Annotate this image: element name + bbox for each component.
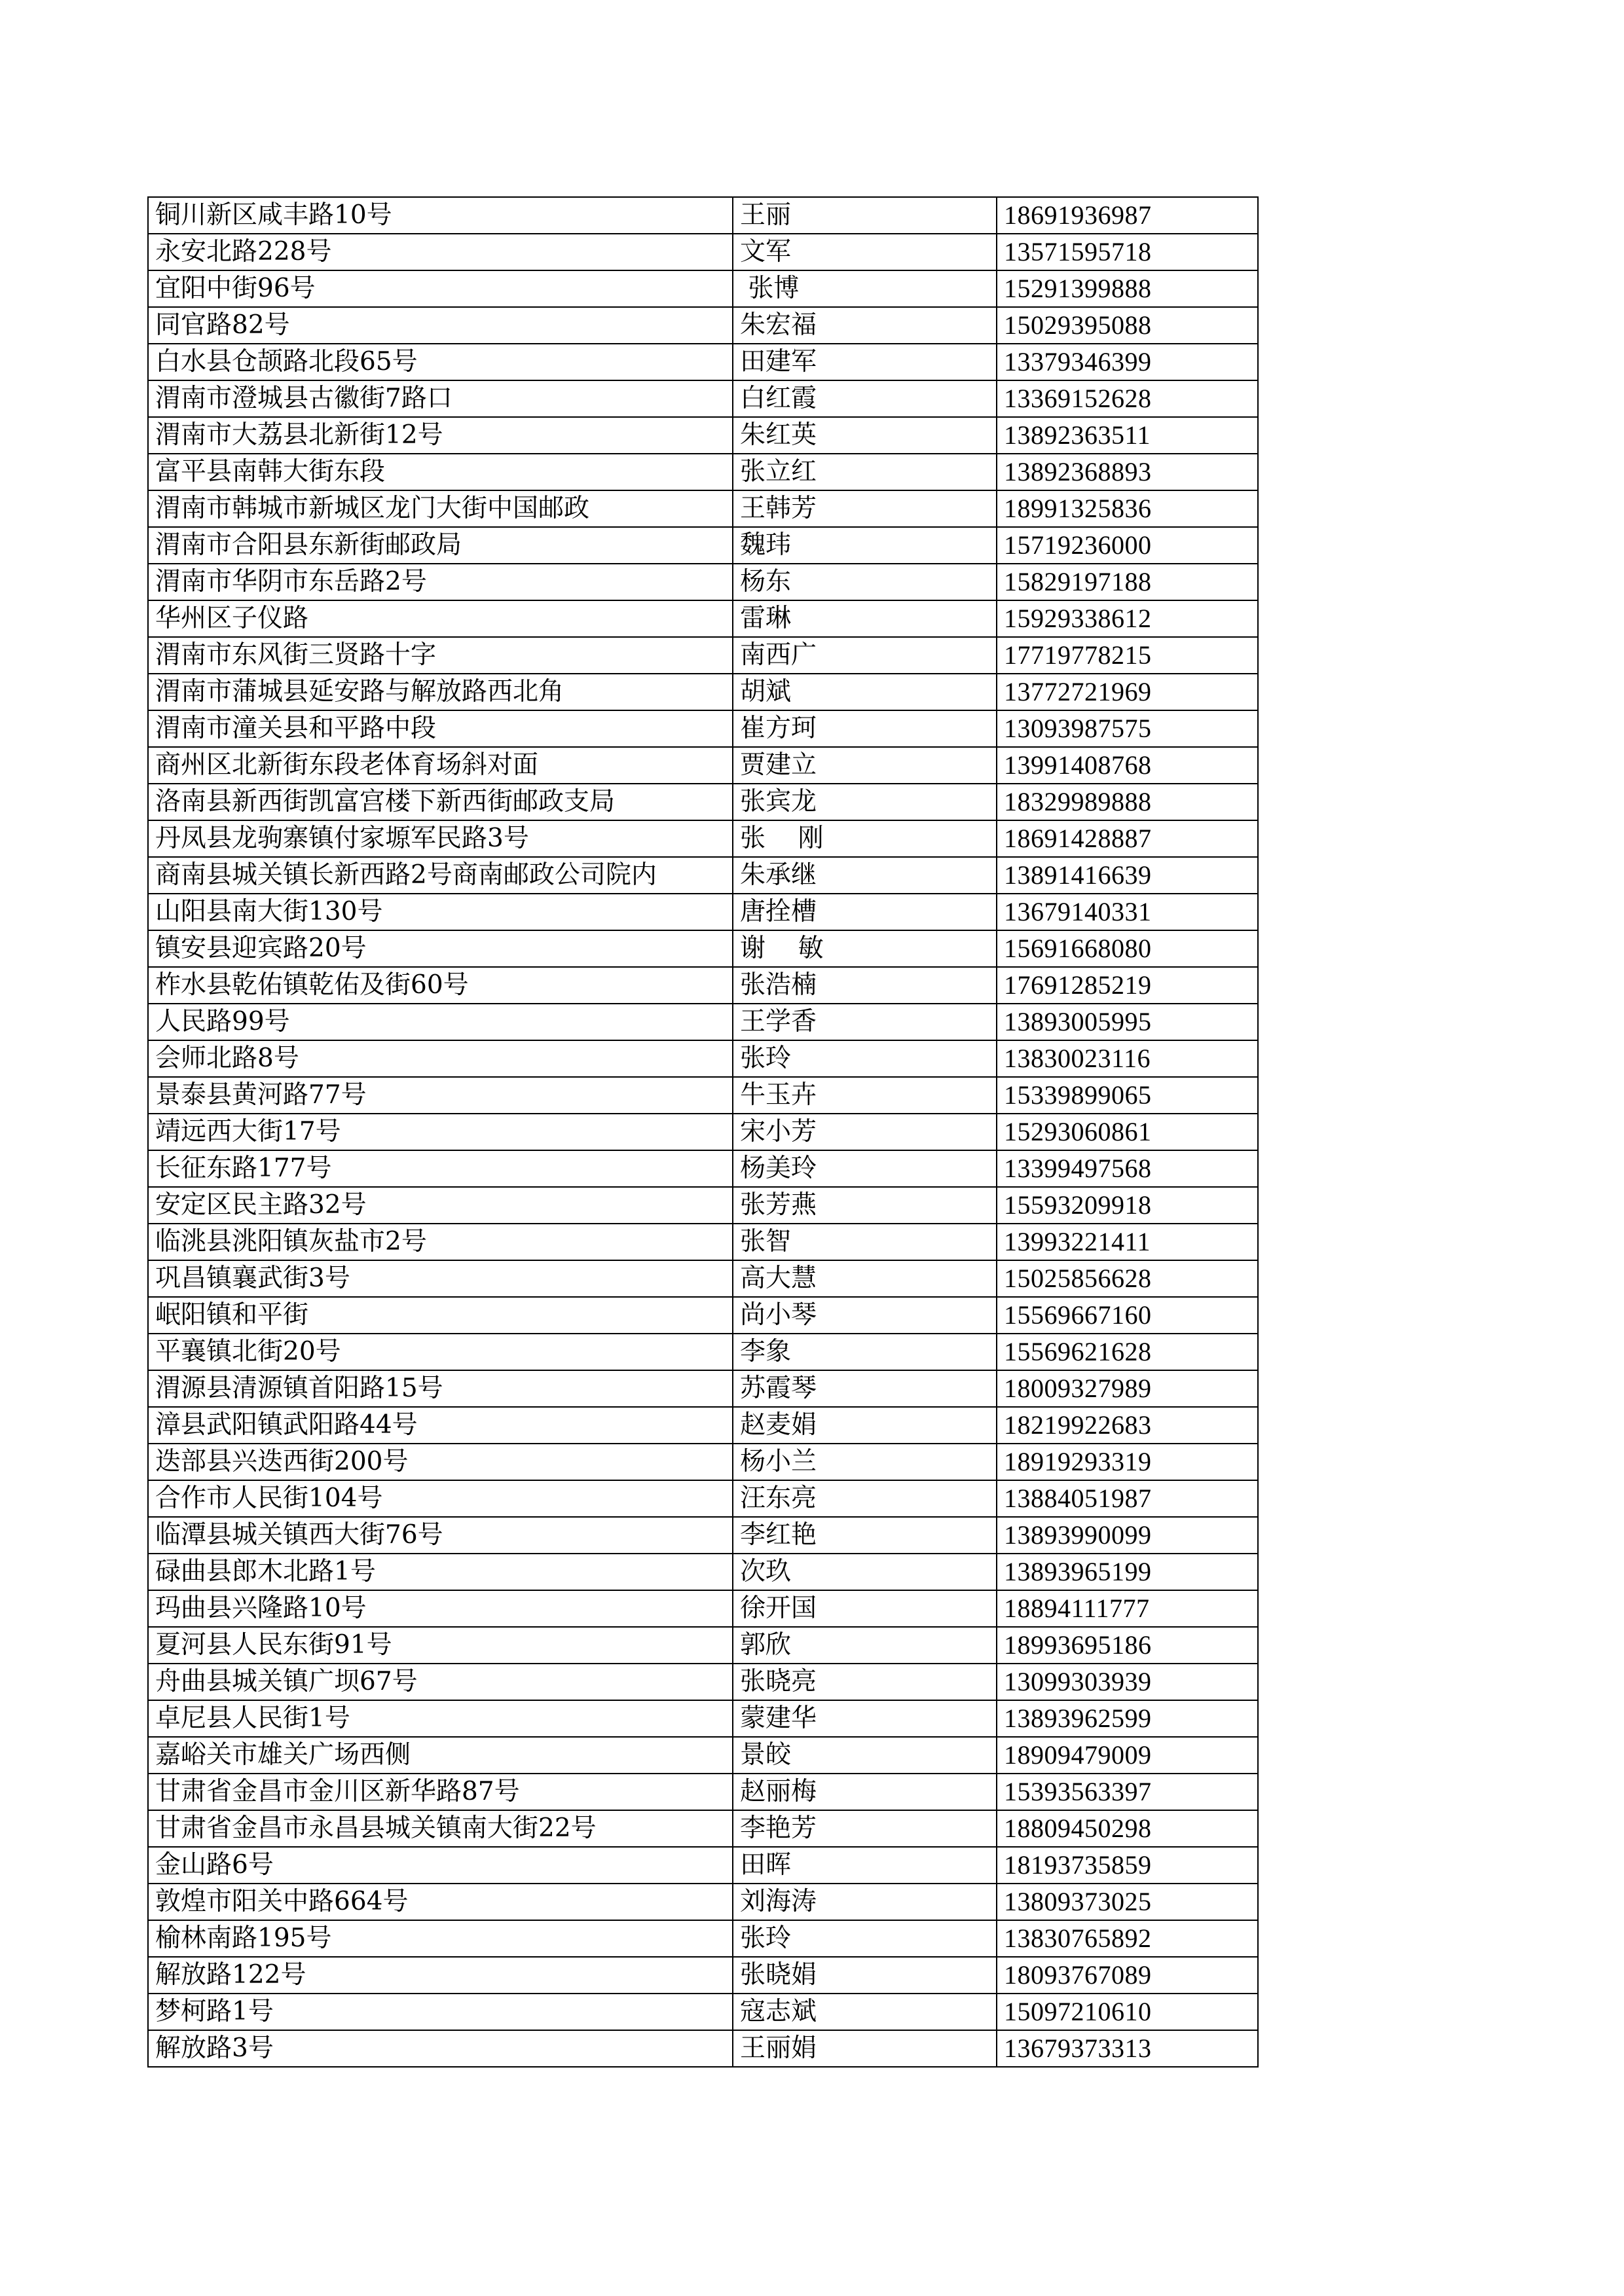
address-cell: 梦柯路1号 [148, 1994, 733, 2030]
phone-cell: 17719778215 [997, 637, 1258, 674]
phone-cell: 15829197188 [997, 564, 1258, 600]
contact-name-cell: 宋小芳 [733, 1114, 997, 1150]
phone-cell: 15293060861 [997, 1114, 1258, 1150]
address-cell: 会师北路8号 [148, 1040, 733, 1077]
address-cell: 人民路99号 [148, 1004, 733, 1040]
phone-cell: 13884051987 [997, 1480, 1258, 1517]
contact-name-cell: 杨美玲 [733, 1150, 997, 1187]
address-cell: 商州区北新街东段老体育场斜对面 [148, 747, 733, 784]
contact-name-cell: 李艳芳 [733, 1810, 997, 1847]
table-row [148, 1920, 1258, 1957]
address-cell: 丹凤县龙驹寨镇付家塬军民路3号 [148, 820, 733, 857]
table-row [148, 1407, 1258, 1444]
phone-cell: 13893965199 [997, 1554, 1258, 1590]
phone-cell: 18329989888 [997, 784, 1258, 820]
phone-cell: 18093767089 [997, 1957, 1258, 1994]
table-row [148, 1627, 1258, 1664]
phone-cell: 15719236000 [997, 527, 1258, 564]
contact-name-cell: 张浩楠 [733, 967, 997, 1004]
address-cell: 夏河县人民东街91号 [148, 1627, 733, 1664]
address-cell: 敦煌市阳关中路664号 [148, 1884, 733, 1920]
table-row [148, 1370, 1258, 1407]
phone-cell: 15291399888 [997, 270, 1258, 307]
table-row [148, 270, 1258, 307]
phone-cell: 18909479009 [997, 1737, 1258, 1774]
contact-name-cell: 田建军 [733, 344, 997, 380]
table-row [148, 234, 1258, 270]
table-row [148, 380, 1258, 417]
table-row [148, 1590, 1258, 1627]
contacts-table [147, 196, 1259, 2068]
address-cell: 渭南市华阴市东岳路2号 [148, 564, 733, 600]
contact-name-cell: 赵丽梅 [733, 1774, 997, 1810]
address-cell: 金山路6号 [148, 1847, 733, 1884]
contact-name-cell: 魏玮 [733, 527, 997, 564]
table-row [148, 820, 1258, 857]
contact-name-cell: 汪东亮 [733, 1480, 997, 1517]
address-cell: 临潭县城关镇西大街76号 [148, 1517, 733, 1554]
contact-name-cell: 苏霞琴 [733, 1370, 997, 1407]
contact-name-cell: 朱红英 [733, 417, 997, 454]
contact-name-cell: 崔方珂 [733, 710, 997, 747]
address-cell: 景泰县黄河路77号 [148, 1077, 733, 1114]
table-row [148, 600, 1258, 637]
contact-name-cell: 李象 [733, 1334, 997, 1370]
address-cell: 渭南市潼关县和平路中段 [148, 710, 733, 747]
phone-cell: 15691668080 [997, 930, 1258, 967]
address-cell: 渭南市东风街三贤路十字 [148, 637, 733, 674]
contact-name-cell: 张晓娟 [733, 1957, 997, 1994]
table-row [148, 894, 1258, 930]
table-row [148, 930, 1258, 967]
contact-name-cell: 高大慧 [733, 1260, 997, 1297]
contact-name-cell: 郭欣 [733, 1627, 997, 1664]
phone-cell: 15393563397 [997, 1774, 1258, 1810]
phone-cell: 15569621628 [997, 1334, 1258, 1370]
address-cell: 靖远西大街17号 [148, 1114, 733, 1150]
phone-cell: 13679373313 [997, 2030, 1258, 2067]
table-row [148, 1957, 1258, 1994]
phone-cell: 13991408768 [997, 747, 1258, 784]
phone-cell: 18193735859 [997, 1847, 1258, 1884]
table-row [148, 454, 1258, 490]
contact-name-cell: 蒙建华 [733, 1700, 997, 1737]
phone-cell: 18219922683 [997, 1407, 1258, 1444]
address-cell: 山阳县南大街130号 [148, 894, 733, 930]
phone-cell: 13893962599 [997, 1700, 1258, 1737]
contact-name-cell: 田晖 [733, 1847, 997, 1884]
table-row [148, 307, 1258, 344]
table-row [148, 1187, 1258, 1224]
contact-name-cell: 杨小兰 [733, 1444, 997, 1480]
table-row [148, 490, 1258, 527]
address-cell: 宜阳中街96号 [148, 270, 733, 307]
contact-name-cell: 景皎 [733, 1737, 997, 1774]
contact-name-cell: 文军 [733, 234, 997, 270]
contact-name-cell: 张玲 [733, 1920, 997, 1957]
address-cell: 柞水县乾佑镇乾佑及街60号 [148, 967, 733, 1004]
address-cell: 岷阳镇和平街 [148, 1297, 733, 1334]
phone-cell: 15097210610 [997, 1994, 1258, 2030]
contact-name-cell: 张玲 [733, 1040, 997, 1077]
contact-name-cell: 王丽 [733, 197, 997, 234]
address-cell: 镇安县迎宾路20号 [148, 930, 733, 967]
phone-cell: 13772721969 [997, 674, 1258, 710]
phone-cell: 13679140331 [997, 894, 1258, 930]
contact-name-cell: 张博 [733, 270, 997, 307]
address-cell: 洛南县新西街凯富宫楼下新西街邮政支局 [148, 784, 733, 820]
address-cell: 渭南市合阳县东新街邮政局 [148, 527, 733, 564]
contact-name-cell: 胡斌 [733, 674, 997, 710]
address-cell: 铜川新区咸丰路10号 [148, 197, 733, 234]
contact-name-cell: 尚小琴 [733, 1297, 997, 1334]
contact-name-cell: 王韩芳 [733, 490, 997, 527]
address-cell: 白水县仓颉路北段65号 [148, 344, 733, 380]
address-cell: 甘肃省金昌市金川区新华路87号 [148, 1774, 733, 1810]
contact-name-cell: 雷琳 [733, 600, 997, 637]
phone-cell: 13891416639 [997, 857, 1258, 894]
contact-name-cell: 张立红 [733, 454, 997, 490]
phone-cell: 13993221411 [997, 1224, 1258, 1260]
address-cell: 渭南市澄城县古徽街7路口 [148, 380, 733, 417]
phone-cell: 18993695186 [997, 1627, 1258, 1664]
table-row [148, 527, 1258, 564]
table-row [148, 1994, 1258, 2030]
address-cell: 卓尼县人民街1号 [148, 1700, 733, 1737]
address-cell: 商南县城关镇长新西路2号商南邮政公司院内 [148, 857, 733, 894]
table-row [148, 1884, 1258, 1920]
phone-cell: 13093987575 [997, 710, 1258, 747]
address-cell: 同官路82号 [148, 307, 733, 344]
contact-name-cell: 牛玉卉 [733, 1077, 997, 1114]
contact-name-cell: 张晓亮 [733, 1664, 997, 1700]
table-row [148, 637, 1258, 674]
contacts-table-body [148, 197, 1258, 2067]
contact-name-cell: 白红霞 [733, 380, 997, 417]
phone-cell: 18894111777 [997, 1590, 1258, 1627]
table-row [148, 1114, 1258, 1150]
contact-name-cell: 朱宏福 [733, 307, 997, 344]
table-row [148, 1224, 1258, 1260]
table-row [148, 344, 1258, 380]
address-cell: 合作市人民街104号 [148, 1480, 733, 1517]
table-row [148, 564, 1258, 600]
table-row [148, 2030, 1258, 2067]
phone-cell: 15593209918 [997, 1187, 1258, 1224]
phone-cell: 15025856628 [997, 1260, 1258, 1297]
table-row [148, 1554, 1258, 1590]
phone-cell: 18691936987 [997, 197, 1258, 234]
phone-cell: 13830765892 [997, 1920, 1258, 1957]
contact-name-cell: 南西广 [733, 637, 997, 674]
address-cell: 渭源县清源镇首阳路15号 [148, 1370, 733, 1407]
address-cell: 漳县武阳镇武阳路44号 [148, 1407, 733, 1444]
table-row [148, 417, 1258, 454]
table-row [148, 1150, 1258, 1187]
phone-cell: 18691428887 [997, 820, 1258, 857]
address-cell: 迭部县兴迭西街200号 [148, 1444, 733, 1480]
table-row [148, 1260, 1258, 1297]
address-cell: 解放路3号 [148, 2030, 733, 2067]
table-row [148, 747, 1258, 784]
contact-name-cell: 徐开国 [733, 1590, 997, 1627]
phone-cell: 15029395088 [997, 307, 1258, 344]
phone-cell: 15929338612 [997, 600, 1258, 637]
table-row [148, 967, 1258, 1004]
phone-cell: 13893005995 [997, 1004, 1258, 1040]
table-row [148, 1077, 1258, 1114]
address-cell: 解放路122号 [148, 1957, 733, 1994]
contact-name-cell: 张 刚 [733, 820, 997, 857]
phone-cell: 13892363511 [997, 417, 1258, 454]
phone-cell: 17691285219 [997, 967, 1258, 1004]
contact-name-cell: 张智 [733, 1224, 997, 1260]
phone-cell: 18009327989 [997, 1370, 1258, 1407]
table-row [148, 1334, 1258, 1370]
address-cell: 永安北路228号 [148, 234, 733, 270]
table-row [148, 1480, 1258, 1517]
address-cell: 安定区民主路32号 [148, 1187, 733, 1224]
table-row [148, 1810, 1258, 1847]
address-cell: 长征东路177号 [148, 1150, 733, 1187]
address-cell: 渭南市大荔县北新街12号 [148, 417, 733, 454]
address-cell: 巩昌镇襄武街3号 [148, 1260, 733, 1297]
contact-name-cell: 贾建立 [733, 747, 997, 784]
address-cell: 临洮县洮阳镇灰盐市2号 [148, 1224, 733, 1260]
table-row [148, 1040, 1258, 1077]
phone-cell: 18991325836 [997, 490, 1258, 527]
address-cell: 平襄镇北街20号 [148, 1334, 733, 1370]
phone-cell: 13399497568 [997, 1150, 1258, 1187]
table-row [148, 674, 1258, 710]
phone-cell: 18919293319 [997, 1444, 1258, 1480]
address-cell: 渭南市蒲城县延安路与解放路西北角 [148, 674, 733, 710]
table-row [148, 1664, 1258, 1700]
phone-cell: 15339899065 [997, 1077, 1258, 1114]
contact-name-cell: 寇志斌 [733, 1994, 997, 2030]
phone-cell: 13099303939 [997, 1664, 1258, 1700]
phone-cell: 13892368893 [997, 454, 1258, 490]
contact-name-cell: 唐拴槽 [733, 894, 997, 930]
phone-cell: 13809373025 [997, 1884, 1258, 1920]
contact-name-cell: 杨东 [733, 564, 997, 600]
table-row [148, 1774, 1258, 1810]
phone-cell: 13379346399 [997, 344, 1258, 380]
phone-cell: 13893990099 [997, 1517, 1258, 1554]
phone-cell: 13571595718 [997, 234, 1258, 270]
address-cell: 华州区子仪路 [148, 600, 733, 637]
table-row [148, 1517, 1258, 1554]
table-row [148, 1297, 1258, 1334]
address-cell: 嘉峪关市雄关广场西侧 [148, 1737, 733, 1774]
contact-name-cell: 王丽娟 [733, 2030, 997, 2067]
address-cell: 玛曲县兴隆路10号 [148, 1590, 733, 1627]
address-cell: 渭南市韩城市新城区龙门大街中国邮政 [148, 490, 733, 527]
contact-name-cell: 李红艳 [733, 1517, 997, 1554]
phone-cell: 18809450298 [997, 1810, 1258, 1847]
phone-cell: 13369152628 [997, 380, 1258, 417]
contact-name-cell: 次玖 [733, 1554, 997, 1590]
table-row [148, 1700, 1258, 1737]
address-cell: 舟曲县城关镇广坝67号 [148, 1664, 733, 1700]
table-row [148, 1444, 1258, 1480]
address-cell: 榆林南路195号 [148, 1920, 733, 1957]
contact-name-cell: 朱承继 [733, 857, 997, 894]
table-row [148, 1737, 1258, 1774]
table-row [148, 784, 1258, 820]
contact-name-cell: 张芳燕 [733, 1187, 997, 1224]
address-cell: 富平县南韩大街东段 [148, 454, 733, 490]
phone-cell: 13830023116 [997, 1040, 1258, 1077]
contact-name-cell: 谢 敏 [733, 930, 997, 967]
table-row [148, 857, 1258, 894]
contact-name-cell: 赵麦娟 [733, 1407, 997, 1444]
table-row [148, 1004, 1258, 1040]
address-cell: 甘肃省金昌市永昌县城关镇南大街22号 [148, 1810, 733, 1847]
contact-name-cell: 刘海涛 [733, 1884, 997, 1920]
phone-cell: 15569667160 [997, 1297, 1258, 1334]
table-row [148, 197, 1258, 234]
contact-name-cell: 张宾龙 [733, 784, 997, 820]
table-row [148, 1847, 1258, 1884]
address-cell: 碌曲县郎木北路1号 [148, 1554, 733, 1590]
contact-name-cell: 王学香 [733, 1004, 997, 1040]
table-row [148, 710, 1258, 747]
